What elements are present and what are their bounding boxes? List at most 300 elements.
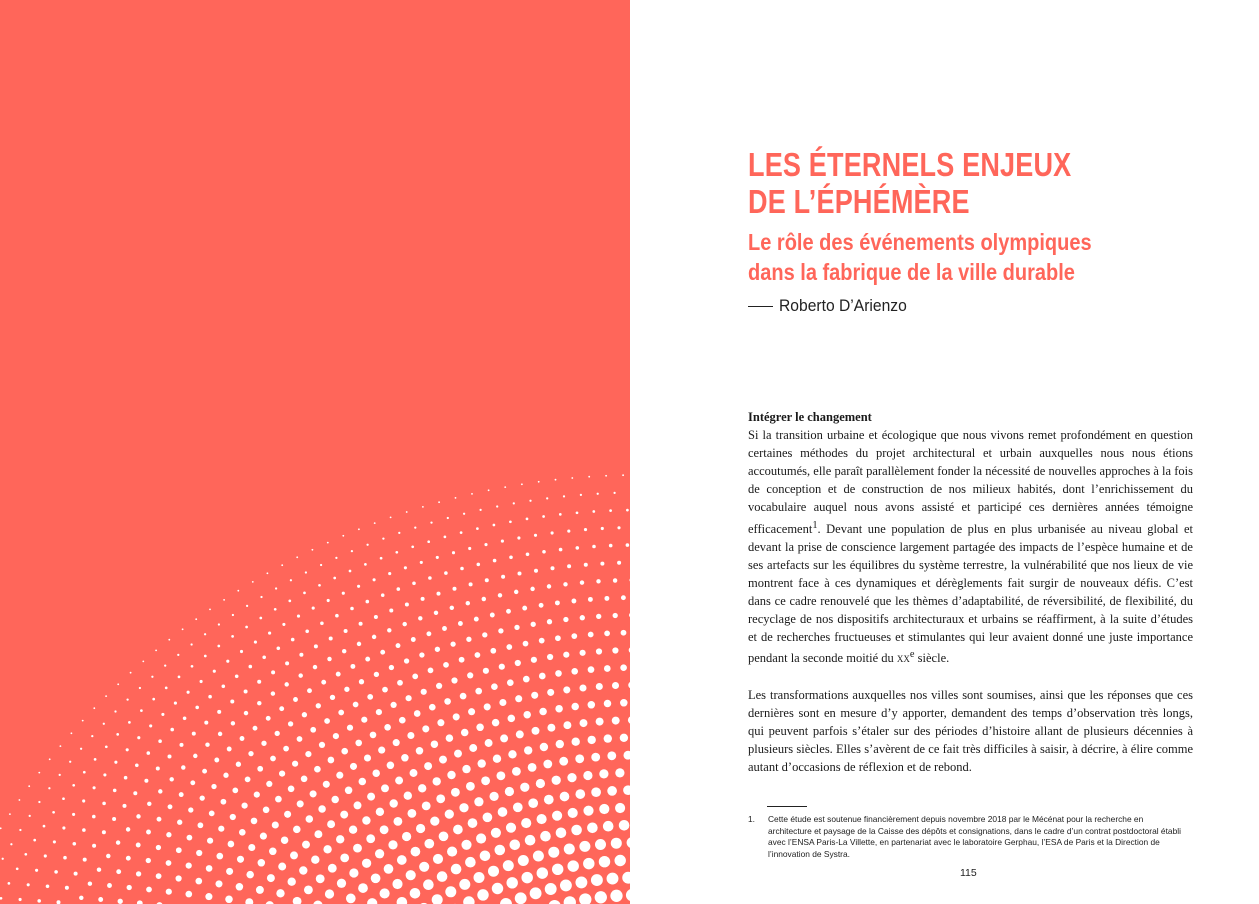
halftone-dot: [156, 873, 162, 879]
halftone-dot: [410, 769, 418, 777]
halftone-dot: [474, 797, 483, 806]
halftone-dot: [240, 736, 245, 741]
halftone-dot: [567, 530, 570, 533]
halftone-dot: [323, 781, 330, 788]
halftone-dot: [226, 660, 229, 663]
halftone-dot: [297, 615, 300, 618]
halftone-dot: [65, 886, 69, 890]
halftone-dot: [622, 474, 624, 476]
halftone-dot: [371, 873, 381, 883]
halftone-dot: [432, 894, 443, 904]
halftone-dot: [588, 632, 594, 638]
halftone-dot: [389, 665, 394, 670]
halftone-dot: [208, 695, 212, 699]
halftone-dot: [217, 645, 220, 648]
halftone-dot: [491, 828, 501, 838]
halftone-dot: [623, 785, 630, 795]
halftone-dot: [355, 740, 362, 747]
halftone-dot: [305, 751, 311, 757]
halftone-dot: [304, 885, 313, 894]
halftone-dot: [476, 833, 486, 843]
halftone-dot: [405, 602, 409, 606]
halftone-dot: [443, 662, 449, 668]
halftone-dot: [550, 566, 554, 570]
halftone-dot: [207, 838, 213, 844]
halftone-dot: [579, 684, 586, 691]
halftone-dot: [52, 811, 55, 814]
halftone-dot: [70, 732, 72, 734]
halftone-dot: [571, 825, 582, 836]
halftone-dot: [325, 889, 334, 898]
page-number: 115: [960, 867, 977, 879]
halftone-dot: [488, 489, 490, 491]
halftone-dot: [366, 600, 370, 604]
halftone-dot: [521, 872, 532, 883]
halftone-dot: [333, 733, 339, 739]
halftone-dot: [258, 859, 266, 867]
halftone-dot: [364, 563, 367, 566]
halftone-dot: [165, 687, 168, 690]
halftone-dot: [252, 581, 254, 583]
halftone-dot: [349, 826, 357, 834]
halftone-dot: [336, 672, 341, 677]
halftone-dot: [82, 720, 84, 722]
halftone-dot: [288, 721, 293, 726]
halftone-dot: [552, 776, 561, 785]
halftone-dot: [350, 763, 357, 770]
halftone-dot: [248, 844, 255, 851]
halftone-dot: [436, 794, 445, 803]
halftone-dot: [38, 772, 40, 774]
halftone-dot: [422, 506, 424, 508]
halftone-dot: [399, 717, 406, 724]
paragraph-2: Les transformations auxquelles nos villes sont soumises, ainsi que les réponses que ces dernières sont en mesure d’y apporter, demandent des temps d’observation très longs, qui peuvent parfois s’étaler sur des périodes d’histoire allant de plusieurs décennies à plusieurs siècles. Elles s’avèrent de ce fait très difficiles à saisir, à décrire, à élire comme autant d’occasions de réflexion et de rebond.: [748, 687, 1193, 774]
halftone-dot: [137, 736, 140, 739]
halftone-dot: [217, 710, 221, 714]
halftone-dot: [126, 827, 130, 831]
halftone-dot: [222, 685, 226, 689]
halftone-dot: [576, 511, 579, 514]
halftone-dot: [103, 773, 106, 776]
halftone-dot: [484, 543, 487, 546]
halftone-dot: [396, 643, 401, 648]
halftone-dot: [198, 822, 204, 828]
halftone-dot: [278, 863, 286, 871]
halftone-dot: [406, 695, 412, 701]
halftone-dot: [393, 739, 400, 746]
halftone-dot: [521, 483, 523, 485]
halftone-dot: [359, 622, 363, 626]
halftone-dot: [327, 820, 335, 828]
halftone-dot: [181, 765, 185, 769]
halftone-dot: [571, 703, 579, 711]
halftone-dot: [537, 814, 547, 824]
halftone-dot: [345, 787, 353, 795]
halftone-dot: [510, 840, 521, 851]
halftone-dot: [335, 614, 339, 618]
halftone-dot: [56, 900, 60, 904]
halftone-dot: [431, 740, 439, 748]
halftone-dot: [498, 628, 503, 633]
halftone-dot: [214, 758, 219, 763]
halftone-dot: [263, 806, 270, 813]
halftone-dot: [422, 801, 431, 810]
halftone-dot: [395, 777, 403, 785]
halftone-dot: [117, 683, 119, 685]
halftone-dot: [74, 872, 78, 876]
halftone-dot: [128, 721, 131, 724]
halftone-dot: [538, 481, 540, 483]
halftone-dot: [82, 828, 86, 832]
halftone-dot: [391, 702, 397, 708]
halftone-dot: [344, 687, 349, 692]
halftone-dot: [575, 876, 587, 888]
halftone-dot: [124, 776, 128, 780]
halftone-dot: [166, 889, 172, 895]
halftone-dot: [35, 869, 38, 872]
halftone-dot: [53, 840, 56, 843]
halftone-dot: [269, 848, 277, 856]
halftone-dot: [576, 546, 580, 550]
halftone-dot: [525, 835, 536, 846]
halftone-dot: [496, 771, 505, 780]
halftone-dot: [135, 764, 139, 768]
halftone-dot: [324, 718, 330, 724]
halftone-dot: [501, 575, 505, 579]
halftone-dot: [183, 717, 187, 721]
halftone-dot: [477, 889, 488, 900]
halftone-dot: [552, 811, 562, 821]
paragraph-1: [748, 426, 1193, 668]
author-byline: [748, 296, 918, 316]
halftone-dot: [182, 628, 184, 630]
halftone-dot: [314, 644, 318, 648]
halftone-dot: [617, 561, 621, 565]
halftone-dot: [114, 761, 117, 764]
halftone-dot: [402, 622, 406, 626]
halftone-dot: [548, 900, 560, 904]
halftone-dot: [451, 788, 460, 797]
halftone-dot: [246, 605, 248, 607]
halftone-dot: [447, 517, 449, 519]
halftone-dot: [43, 825, 46, 828]
halftone-dot: [531, 622, 536, 627]
halftone-dot: [493, 559, 497, 563]
halftone-dot: [517, 536, 520, 539]
halftone-dot: [484, 703, 491, 710]
halftone-dot: [349, 868, 358, 877]
halftone-dot: [466, 637, 471, 642]
halftone-dot: [482, 632, 487, 637]
halftone-dot: [452, 587, 456, 591]
halftone-dot: [354, 801, 362, 809]
halftone-dot: [438, 501, 440, 503]
halftone-dot: [169, 777, 173, 781]
halftone-dot: [192, 732, 196, 736]
halftone-dot: [563, 582, 567, 586]
halftone-dot: [626, 509, 629, 512]
halftone-dot: [540, 743, 548, 751]
halftone-dot: [498, 593, 502, 597]
halftone-dot: [390, 516, 392, 518]
halftone-dot: [548, 847, 559, 858]
halftone-dot: [407, 732, 414, 739]
halftone-dot: [426, 631, 431, 636]
halftone-dot: [492, 883, 503, 894]
century-suffix: e: [909, 649, 915, 661]
halftone-dot: [545, 883, 557, 895]
halftone-dot: [537, 867, 548, 878]
halftone-dot: [459, 879, 470, 890]
halftone-dot: [458, 621, 463, 626]
halftone-dot: [195, 618, 197, 620]
halftone-dot: [453, 825, 463, 835]
halftone-dot: [293, 826, 301, 834]
halftone-dot: [114, 710, 116, 712]
halftone-dot: [515, 695, 522, 702]
halftone-dot: [244, 711, 248, 715]
halftone-dot: [292, 761, 298, 767]
halftone-dot: [596, 683, 603, 690]
halftone-dot: [204, 721, 208, 725]
halftone-dot: [80, 748, 82, 750]
article-title: [748, 146, 1092, 220]
halftone-dot: [218, 623, 220, 625]
halftone-dot: [246, 871, 254, 879]
halftone-dot: [106, 854, 110, 858]
halftone-dot: [523, 676, 530, 683]
halftone-dot: [367, 898, 377, 904]
halftone-dot: [200, 680, 203, 683]
halftone-dot: [540, 831, 551, 842]
halftone-dot: [563, 617, 568, 622]
halftone-dot: [346, 894, 356, 904]
halftone-dot: [591, 753, 600, 762]
halftone-dot: [397, 855, 407, 865]
halftone-dot: [290, 579, 292, 581]
halftone-dot: [467, 672, 473, 678]
halftone-dot: [144, 779, 148, 783]
halftone-dot: [615, 803, 625, 813]
halftone-dot: [248, 751, 253, 756]
halftone-dot: [174, 702, 177, 705]
halftone-dot: [512, 767, 521, 776]
halftone-dot: [506, 823, 516, 833]
halftone-dot: [571, 668, 578, 675]
halftone-dot: [327, 657, 331, 661]
halftone-dot: [451, 677, 457, 683]
halftone-dot: [59, 745, 61, 747]
halftone-dot: [508, 750, 516, 758]
halftone-dot: [475, 688, 482, 695]
halftone-dot: [509, 556, 513, 560]
halftone-dot: [539, 708, 547, 716]
halftone-dot: [149, 724, 152, 727]
halftone-dot: [152, 698, 155, 701]
halftone-dot: [526, 553, 530, 557]
halftone-dot: [191, 665, 194, 668]
halftone-dot: [620, 734, 628, 742]
footnote-number: 1.: [748, 814, 755, 824]
halftone-dot: [48, 787, 50, 789]
halftone-dot: [49, 758, 51, 760]
halftone-dot: [366, 544, 368, 546]
halftone-dot: [353, 702, 359, 708]
halftone-dot: [583, 806, 593, 816]
halftone-dot: [563, 495, 565, 497]
halftone-dot: [607, 786, 617, 796]
halftone-dot: [284, 682, 288, 686]
halftone-dot: [313, 900, 322, 904]
halftone-dot: [555, 670, 562, 677]
halftone-dot: [251, 818, 258, 825]
halftone-dot: [218, 732, 222, 736]
article-subtitle: [748, 227, 1148, 287]
halftone-dot: [612, 682, 619, 689]
halftone-dot: [291, 638, 295, 642]
halftone-dot: [595, 891, 607, 903]
halftone-dot: [288, 785, 295, 792]
halftone-dot: [481, 776, 490, 785]
halftone-dot: [614, 855, 625, 866]
halftone-dot: [521, 818, 531, 828]
halftone-dot: [483, 812, 493, 822]
halftone-dot: [524, 746, 532, 754]
halftone-dot: [277, 647, 281, 651]
halftone-dot: [422, 725, 429, 732]
halftone-dot: [205, 893, 212, 900]
halftone-dot: [547, 584, 551, 588]
halftone-dot: [599, 804, 609, 814]
halftone-dot: [146, 887, 152, 893]
halftone-dot: [517, 571, 521, 575]
halftone-dot: [389, 608, 393, 612]
subtitle-line-2: dans la fabrique de la ville durable: [748, 259, 1075, 285]
halftone-dot: [613, 492, 615, 494]
halftone-dot: [526, 518, 529, 521]
halftone-dot: [196, 850, 202, 856]
halftone-dot: [522, 606, 527, 611]
halftone-dot: [513, 502, 515, 504]
halftone-dot: [342, 592, 345, 595]
halftone-dot: [230, 814, 236, 820]
halftone-dot: [211, 784, 216, 789]
halftone-dot: [411, 637, 416, 642]
halftone-dot: [469, 744, 477, 752]
halftone-dot: [147, 751, 151, 755]
halftone-dot: [478, 759, 486, 767]
halftone-dot: [118, 899, 123, 904]
halftone-dot: [444, 698, 451, 705]
halftone-dot: [253, 726, 258, 731]
halftone-dot: [473, 872, 484, 883]
halftone-dot: [288, 878, 296, 886]
halftone-dot: [607, 873, 619, 885]
halftone-dot: [398, 532, 400, 534]
halftone-dot: [543, 760, 552, 769]
halftone-dot: [588, 736, 596, 744]
halftone-dot: [496, 505, 498, 507]
halftone-dot: [240, 650, 243, 653]
halftone-dot: [539, 638, 545, 644]
halftone-dot: [225, 896, 233, 904]
halftone-dot: [0, 827, 2, 829]
halftone-dot: [406, 870, 416, 880]
halftone-dot: [534, 569, 538, 573]
halftone-dot: [380, 557, 383, 560]
halftone-dot: [267, 874, 275, 882]
halftone-dot: [275, 796, 282, 803]
halftone-dot: [500, 898, 512, 904]
halftone-dot: [397, 897, 408, 904]
halftone-dot: [358, 883, 368, 893]
section-heading: Intégrer le changement: [748, 410, 872, 424]
halftone-dot: [367, 694, 373, 700]
halftone-dot: [436, 683, 442, 689]
halftone-dot: [190, 643, 192, 645]
halftone-dot: [567, 860, 578, 871]
halftone-dot: [596, 648, 602, 654]
halftone-dot: [387, 628, 391, 632]
halftone-dot: [245, 626, 248, 629]
halftone-dot: [293, 897, 302, 904]
halftone-dot: [216, 853, 223, 860]
halftone-dot: [382, 687, 388, 693]
halftone-dot: [463, 896, 474, 904]
halftone-dot: [603, 821, 614, 832]
halftone-dot: [262, 656, 266, 660]
halftone-dot: [155, 649, 157, 651]
halftone-dot: [380, 888, 390, 898]
halftone-dot: [366, 834, 375, 843]
halftone-dot: [375, 849, 384, 858]
halftone-dot: [513, 802, 523, 812]
halftone-dot: [482, 597, 486, 601]
halftone-dot: [555, 705, 563, 713]
halftone-dot: [139, 687, 141, 689]
halftone-dot: [188, 807, 193, 812]
halftone-dot: [365, 657, 370, 662]
halftone-dot: [46, 885, 50, 889]
halftone-dot: [19, 829, 21, 831]
halftone-dot: [514, 625, 519, 630]
halftone-dot: [592, 545, 596, 549]
halftone-dot: [604, 596, 609, 601]
halftone-dot: [97, 867, 101, 871]
halftone-dot: [451, 864, 462, 875]
halftone-dot: [435, 647, 440, 652]
halftone-dot: [613, 578, 617, 582]
halftone-dot: [442, 626, 447, 631]
halftone-dot: [178, 676, 181, 679]
halftone-dot: [311, 549, 313, 551]
halftone-dot: [306, 815, 314, 823]
halftone-dot: [621, 595, 626, 600]
halftone-dot: [321, 680, 326, 685]
halftone-dot: [297, 736, 303, 742]
halftone-dot: [340, 853, 349, 862]
halftone-dot: [290, 851, 298, 859]
halftone-dot: [311, 856, 319, 864]
halftone-dot: [310, 790, 317, 797]
halftone-dot: [447, 771, 455, 779]
halftone-dot: [113, 789, 117, 793]
halftone-dot: [388, 572, 391, 575]
halftone-dot: [588, 597, 593, 602]
halftone-dot: [580, 580, 584, 584]
halftone-dot: [314, 830, 322, 838]
halftone-dot: [615, 768, 624, 777]
